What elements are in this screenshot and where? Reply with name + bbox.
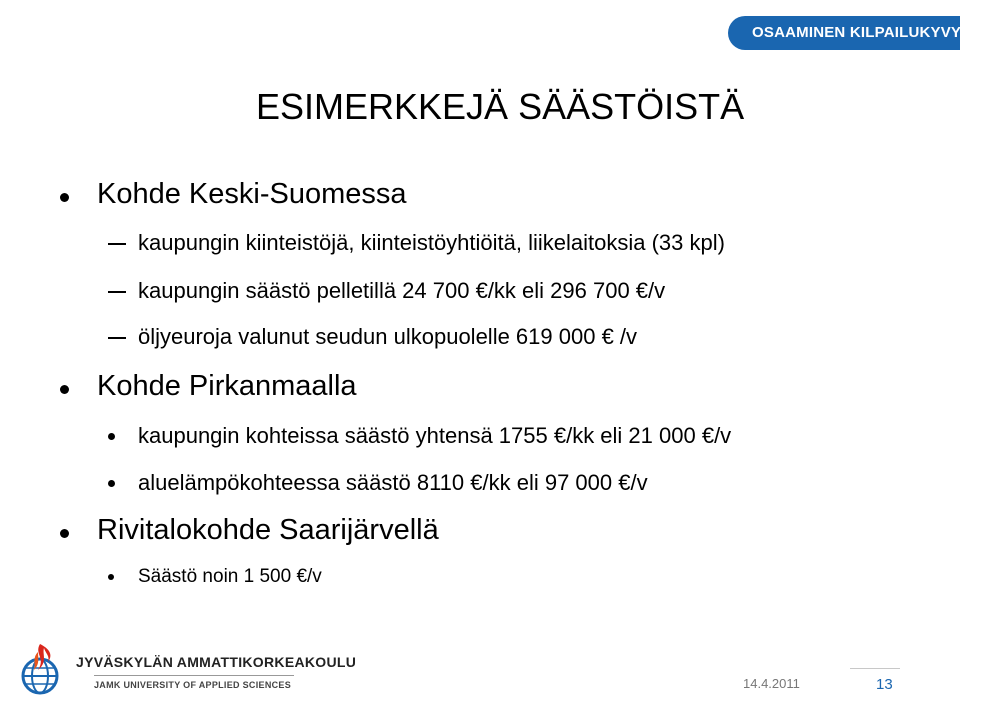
slide-date: 14.4.2011 — [743, 676, 800, 691]
bullet-dot-icon — [60, 529, 69, 538]
slide-title: ESIMERKKEJÄ SÄÄSTÖISTÄ — [256, 86, 745, 127]
page-number-divider — [850, 668, 900, 669]
top-banner — [728, 16, 987, 50]
jamk-emblem-icon — [18, 640, 70, 702]
list-item-text: kaupungin säästö pelletillä 24 700 €/kk eli 296 700 €/v — [138, 278, 666, 303]
section-heading-text: Kohde Pirkanmaalla — [97, 370, 357, 402]
page-number: 13 — [876, 676, 893, 693]
logo-name: JYVÄSKYLÄN AMMATTIKORKEAKOULU — [76, 654, 357, 670]
list-item-text: Säästö noin 1 500 €/v — [138, 566, 322, 587]
dash-icon — [108, 243, 126, 245]
section-heading-text: Rivitalokohde Saarijärvellä — [97, 514, 439, 546]
section-heading-text: Kohde Keski-Suomessa — [97, 178, 407, 210]
logo-divider — [94, 675, 294, 676]
dash-icon — [108, 291, 126, 293]
bullet-dot-icon — [60, 385, 69, 394]
bullet-dot-icon — [60, 193, 69, 202]
bullet-dot-icon — [108, 433, 115, 440]
jamk-logo — [18, 640, 357, 700]
list-item-text: kaupungin kohteissa säästö yhtensä 1755 €/kk eli 21 000 €/v — [138, 423, 732, 448]
logo-subtitle: JAMK UNIVERSITY OF APPLIED SCIENCES — [94, 680, 292, 690]
list-item-text: aluelämpökohteessa säästö 8110 €/kk eli 97 000 €/v — [138, 470, 648, 495]
list-item-text: öljyeuroja valunut seudun ulkopuolelle 619 000 € /v — [138, 324, 638, 349]
dash-icon — [108, 337, 126, 339]
list-item-text: kaupungin kiinteistöjä, kiinteistöyhtiöitä, liikelaitoksia (33 kpl) — [138, 230, 725, 255]
banner-text: OSAAMINEN KILPAILUKYVYKSI — [752, 24, 987, 41]
bullet-dot-icon — [108, 480, 115, 487]
bullet-dot-icon — [108, 574, 114, 580]
